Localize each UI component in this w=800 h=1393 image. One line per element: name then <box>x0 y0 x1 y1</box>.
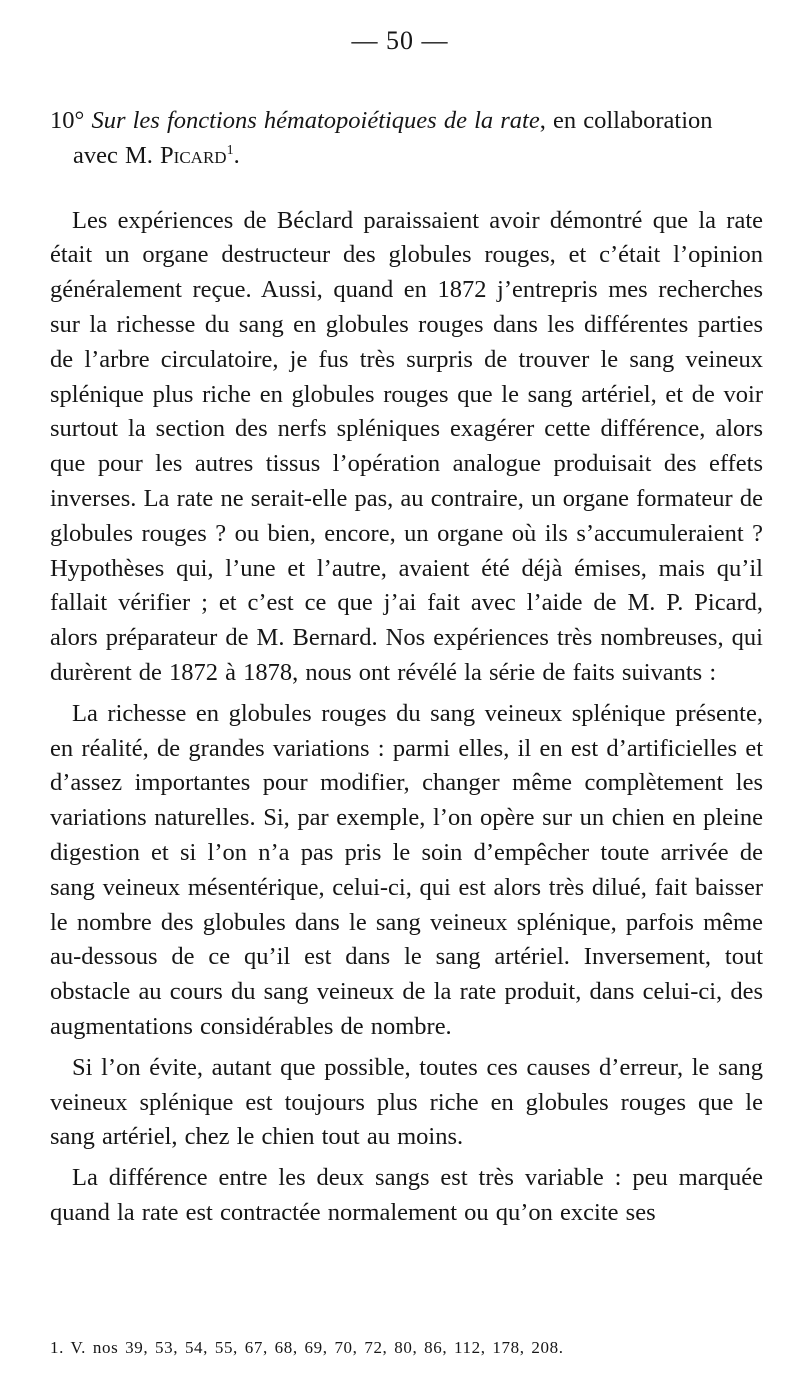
heading-number: 10° <box>50 107 85 134</box>
heading-text-after: , en collaboration <box>539 107 713 134</box>
page-body <box>50 104 763 1231</box>
heading-author: Picard <box>160 141 227 169</box>
heading-title: Sur les fonctions hématopoiétiques de la rate <box>91 107 540 134</box>
paragraph-1: Les expériences de Béclard paraissaient avoir démontré que la rate était un organe destructeur des globules rouges, et c’était l’opinion généralement reçue. Aussi, quand en 1872 j’entrepris mes recherches sur la richesse du sang en globules rouges dans les différentes parties de l’arbre circulatoire, je fus très surpris de trouver le sang veineux splénique plus riche en globules rouges que le sang artériel, et de voir surtout la section des nerfs spléniques exagérer cette différence, alors que pour les autres tissus l’opération analogue produisait des effets inverses. La rate ne serait-elle pas, au contraire, un organe formateur de globules rouges ? ou bien, encore, un organe où ils s’accumuleraient ? Hypothèses qui, l’une et l’autre, avaient été déjà émises, mais qu’il fallait vérifier ; et c’est ce que j’ai fait avec l’aide de M. P. Picard, alors préparateur de M. Bernard. Nos expériences très nombreuses, qui durèrent de 1872 à 1878, nous ont révélé la série de faits suivants : <box>50 206 763 686</box>
footnote: 1. V. nos 39, 53, 54, 55, 67, 68, 69, 70, 72, 80, 86, 112, 178, 208. <box>50 1338 564 1357</box>
page-number: — 50 — <box>351 26 449 55</box>
paragraph-3: Si l’on évite, autant que possible, toutes ces causes d’erreur, le sang veineux splénique est toujours plus riche en globules rouges que le sang artériel, chez le chien tout au moins. <box>50 1053 763 1151</box>
heading-line-1 <box>50 104 763 139</box>
paragraph-2: La richesse en globules rouges du sang veineux splénique présente, en réalité, de grandes variations : parmi elles, il en est d’artificielles et d’assez importantes pour modifier, changer même complètement les variations naturelles. Si, par exemple, l’on opère sur un chien en pleine digestion et si l’on n’a pas pris le soin d’empêcher toute arrivée de sang veineux mésentérique, celui-ci, qui est alors très dilué, fait baisser le nombre des globules dans le sang veineux splénique, parfois même au-dessous de ce qu’il est dans le sang artériel. Inversement, tout obstacle au cours du sang veineux de la rate produit, dans celui-ci, des augmentations considérables de nombre. <box>50 699 763 1040</box>
section-heading <box>50 104 763 174</box>
heading-line-2 <box>50 139 763 174</box>
heading-line2-prefix: avec M. <box>73 141 153 169</box>
footnote-reference: 1 <box>226 142 234 158</box>
paragraph-4: La différence entre les deux sangs est très variable : peu marquée quand la rate est contractée normalement ou qu’on excite ses <box>50 1164 763 1226</box>
heading-line2-suffix: . <box>233 141 240 169</box>
